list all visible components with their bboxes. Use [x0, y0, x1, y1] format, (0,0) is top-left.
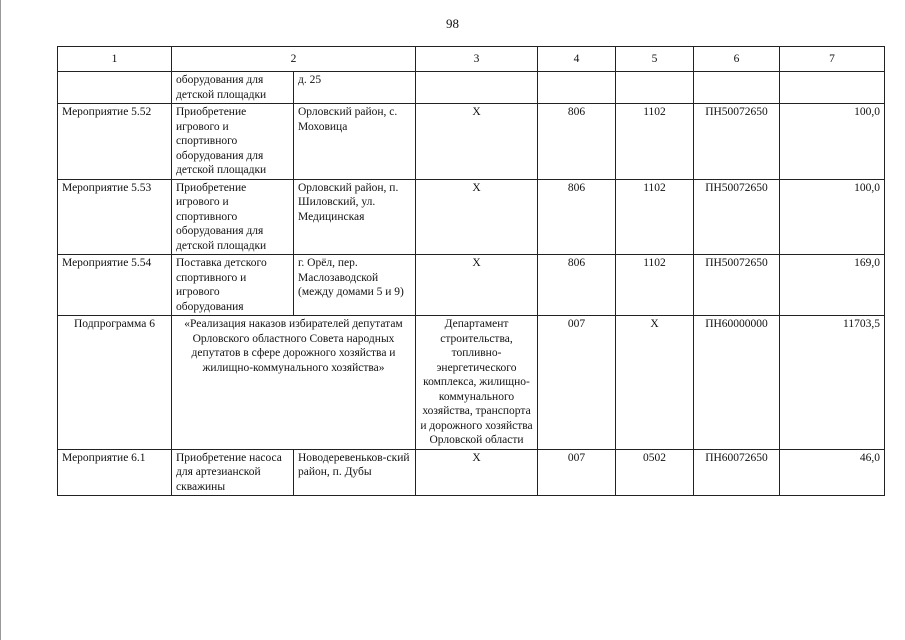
executor-cell [416, 72, 538, 104]
code5-cell: 1102 [616, 179, 694, 255]
table-row-subprogram [58, 316, 885, 450]
executor-cell: Х [416, 255, 538, 316]
executor-cell: Х [416, 179, 538, 255]
code6-cell: ПН50072650 [694, 104, 780, 180]
code5-cell: Х [616, 316, 694, 450]
amount-cell [780, 72, 885, 104]
subject-cell: Приобретение игрового и спортивного оборудования для детской площадки [172, 179, 294, 255]
header-row [58, 47, 885, 72]
executor-cell: Х [416, 449, 538, 496]
location-cell: Орловский район, п. Шиловский, ул. Медицинская [294, 179, 416, 255]
left-margin-line [0, 0, 1, 640]
code4-cell: 007 [538, 316, 616, 450]
code6-cell: ПН50072650 [694, 255, 780, 316]
code6-cell: ПН60000000 [694, 316, 780, 450]
subject-cell: Приобретение игрового и спортивного оборудования для детской площадки [172, 104, 294, 180]
header-col-7: 7 [780, 47, 885, 72]
location-cell: Орловский район, с. Моховица [294, 104, 416, 180]
amount-cell: 100,0 [780, 179, 885, 255]
code5-cell: 1102 [616, 104, 694, 180]
subject-cell: Приобретение насоса для артезианской скважины [172, 449, 294, 496]
header-col-6: 6 [694, 47, 780, 72]
item-cell: Мероприятие 6.1 [58, 449, 172, 496]
budget-table [57, 46, 885, 496]
header-col-1: 1 [58, 47, 172, 72]
code5-cell: 0502 [616, 449, 694, 496]
location-cell: г. Орёл, пер. Маслозаводской (между домами 5 и 9) [294, 255, 416, 316]
table-row [58, 255, 885, 316]
item-cell: Подпрограмма 6 [58, 316, 172, 450]
subprogram-title-cell: «Реализация наказов избирателей депутатам Орловского областного Совета народных депутатов в сфере дорожного хозяйства и жилищно-коммунального хозяйства» [172, 316, 416, 450]
code6-cell: ПН60072650 [694, 449, 780, 496]
code4-cell: 007 [538, 449, 616, 496]
amount-cell: 169,0 [780, 255, 885, 316]
code4-cell: 806 [538, 179, 616, 255]
table-row [58, 72, 885, 104]
code5-cell [616, 72, 694, 104]
table-row [58, 104, 885, 180]
header-col-4: 4 [538, 47, 616, 72]
subject-cell: оборудования для детской площадки [172, 72, 294, 104]
code4-cell [538, 72, 616, 104]
header-col-5: 5 [616, 47, 694, 72]
amount-cell: 11703,5 [780, 316, 885, 450]
table-row [58, 449, 885, 496]
item-cell [58, 72, 172, 104]
location-cell: Новодеревеньков-ский район, п. Дубы [294, 449, 416, 496]
code6-cell: ПН50072650 [694, 179, 780, 255]
code4-cell: 806 [538, 104, 616, 180]
page-number: 98 [446, 16, 459, 31]
code5-cell: 1102 [616, 255, 694, 316]
code6-cell [694, 72, 780, 104]
executor-cell: Департамент строительства, топливно-энергетического комплекса, жилищно-коммунального хозяйства, транспорта и дорожного хозяйства Орловской области [416, 316, 538, 450]
code4-cell: 806 [538, 255, 616, 316]
item-cell: Мероприятие 5.53 [58, 179, 172, 255]
subject-cell: Поставка детского спортивного и игрового оборудования [172, 255, 294, 316]
header-col-2: 2 [172, 47, 416, 72]
item-cell: Мероприятие 5.52 [58, 104, 172, 180]
amount-cell: 100,0 [780, 104, 885, 180]
location-cell: д. 25 [294, 72, 416, 104]
amount-cell: 46,0 [780, 449, 885, 496]
header-col-3: 3 [416, 47, 538, 72]
item-cell: Мероприятие 5.54 [58, 255, 172, 316]
table-row [58, 179, 885, 255]
executor-cell: Х [416, 104, 538, 180]
